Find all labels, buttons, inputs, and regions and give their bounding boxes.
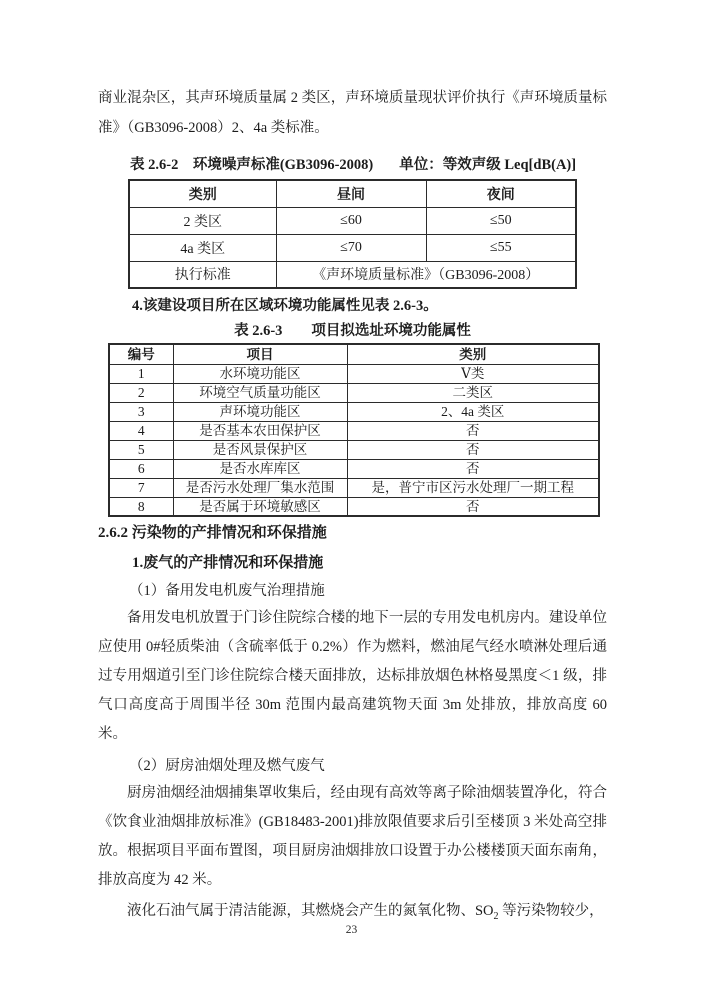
cell-type: 2、4a 类区 xyxy=(347,402,599,421)
list-item-2: （2）厨房油烟处理及燃气废气 xyxy=(129,758,325,774)
so2-subscript: 2 xyxy=(493,910,499,922)
header-cell-category: 类别 xyxy=(129,180,276,207)
table-2-6-2-caption xyxy=(130,153,607,174)
cell-type: 否 xyxy=(347,459,599,478)
cell-class4a-label: 4a 类区 xyxy=(129,234,276,261)
table-row xyxy=(109,383,599,402)
cell-item: 是否污水处理厂集水范围 xyxy=(173,478,347,497)
cell-type: 否 xyxy=(347,421,599,440)
paragraph-intro: 商业混杂区，其声环境质量属 2 类区，声环境质量现状评价执行《声环境质量标准》（GB3096-2008）2、4a 类标准。 xyxy=(98,90,607,136)
cell-standard-value: 《声环境质量标准》（GB3096-2008） xyxy=(276,261,576,288)
noise-standard-table xyxy=(128,179,577,289)
env-function-table xyxy=(108,343,600,517)
cell-no: 7 xyxy=(109,478,173,497)
cell-no: 3 xyxy=(109,402,173,421)
cell-item: 是否基本农田保护区 xyxy=(173,421,347,440)
cell-no: 6 xyxy=(109,459,173,478)
table-2-6-2-unit: 单位：等效声级 Leq[dB(A)] xyxy=(399,157,577,173)
cell-no: 8 xyxy=(109,497,173,516)
cell-item: 是否水库库区 xyxy=(173,459,347,478)
header-cell-type: 类别 xyxy=(347,344,599,364)
page-number: 23 xyxy=(345,924,358,936)
table-row xyxy=(109,402,599,421)
table-row xyxy=(109,421,599,440)
cell-standard-label: 执行标准 xyxy=(129,261,276,288)
table-row xyxy=(109,497,599,516)
cell-type: Ⅴ类 xyxy=(347,364,599,383)
lpg-text-pre: 液化石油气属于清洁能源，其燃烧会产生的氮氧化物、SO xyxy=(127,903,494,919)
cell-item: 是否属于环境敏感区 xyxy=(173,497,347,516)
table-2-6-2-title: 表 2.6-2 环境噪声标准(GB3096-2008) xyxy=(130,157,374,173)
cell-no: 5 xyxy=(109,440,173,459)
table-row xyxy=(109,478,599,497)
cell-item: 是否风景保护区 xyxy=(173,440,347,459)
cell-class2-night: ≤50 xyxy=(426,207,576,234)
note-4: 4.该建设项目所在区域环境功能属性见表 2.6-3。 xyxy=(132,298,438,314)
cell-type: 否 xyxy=(347,440,599,459)
table-row xyxy=(129,207,576,234)
cell-no: 4 xyxy=(109,421,173,440)
cell-class4a-night: ≤55 xyxy=(426,234,576,261)
paragraph-kitchen-fume: 厨房油烟经油烟捕集罩收集后，经由现有高效等离子除油烟装置净化，符合《饮食业油烟排放标准》(GB18483-2001)排放限值要求后引至楼顶 3 米处高空排放。根据项目平面布置图，项目厨房油烟排放口设置于办公楼楼顶天面东南角，排放高度为 42 米。 xyxy=(98,785,607,888)
cell-class2-day: ≤60 xyxy=(276,207,426,234)
list-item-1: （1）备用发电机废气治理措施 xyxy=(129,583,325,599)
table-row xyxy=(109,459,599,478)
header-cell-no: 编号 xyxy=(109,344,173,364)
cell-item: 声环境功能区 xyxy=(173,402,347,421)
cell-class2-label: 2 类区 xyxy=(129,207,276,234)
header-cell-day: 昼间 xyxy=(276,180,426,207)
lpg-text-post: 等污染物较少， xyxy=(498,903,604,919)
cell-item: 环境空气质量功能区 xyxy=(173,383,347,402)
cell-type: 否 xyxy=(347,497,599,516)
table-header-row xyxy=(109,344,599,364)
paragraph-generator-exhaust: 备用发电机放置于门诊住院综合楼的地下一层的专用发电机房内。建设单位应使用 0#轻质柴油（含硫率低于 0.2%）作为燃料，燃油尾气经水喷淋处理后通过专用烟道引至门诊住院综合楼天面排放，达标排放烟色林格曼黑度＜1 级，排气口高度高于周围半径 30m 范围内最高建筑物天面 3m 处排放，排放高度 60 米。 xyxy=(98,610,607,742)
header-cell-night: 夜间 xyxy=(426,180,576,207)
cell-item: 水环境功能区 xyxy=(173,364,347,383)
cell-no: 1 xyxy=(109,364,173,383)
cell-type: 是，普宁市区污水处理厂一期工程 xyxy=(347,478,599,497)
header-cell-item: 项目 xyxy=(173,344,347,364)
table-row xyxy=(109,364,599,383)
subsection-heading-1: 1.废气的产排情况和环保措施 xyxy=(132,555,324,571)
table-footer-row xyxy=(129,261,576,288)
cell-class4a-day: ≤70 xyxy=(276,234,426,261)
table-2-6-3-title: 表 2.6-3 项目拟选址环境功能属性 xyxy=(234,323,471,339)
section-heading-2-6-2: 2.6.2 污染物的产排情况和环保措施 xyxy=(98,525,327,541)
table-header-row xyxy=(129,180,576,207)
table-row xyxy=(129,234,576,261)
cell-type: 二类区 xyxy=(347,383,599,402)
cell-no: 2 xyxy=(109,383,173,402)
table-row xyxy=(109,440,599,459)
